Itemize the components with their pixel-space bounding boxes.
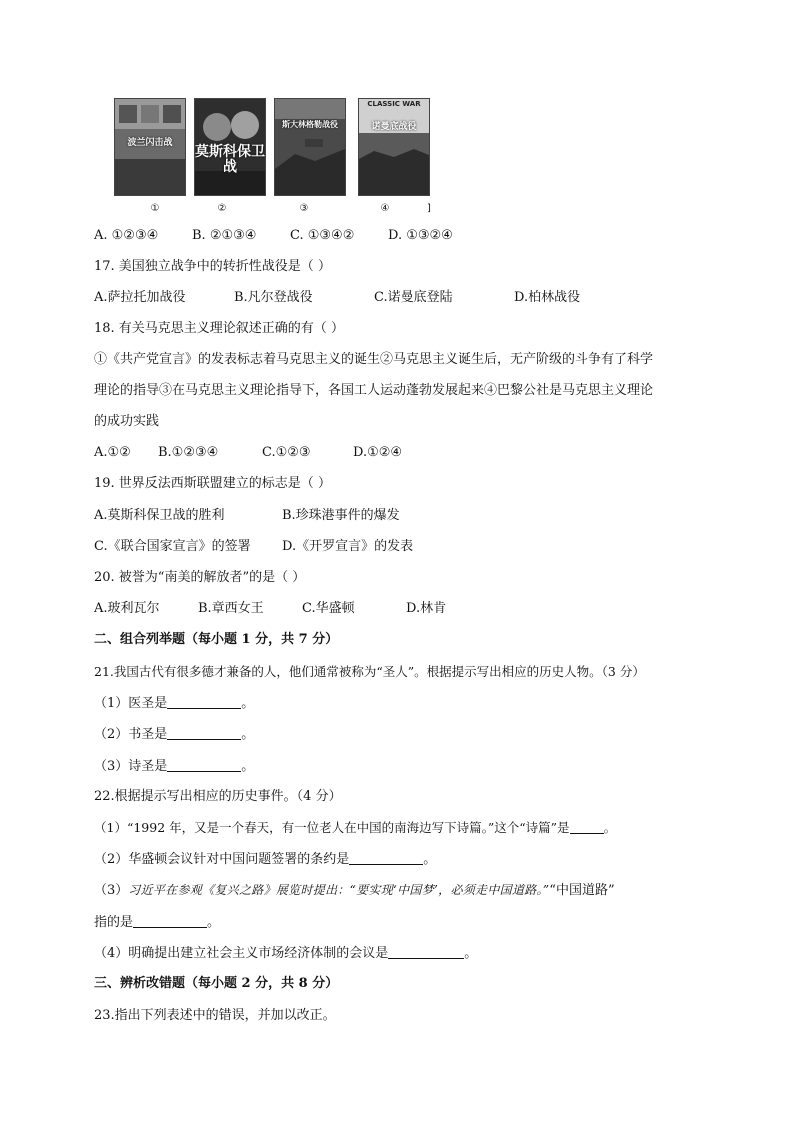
cover-1-title: 波兰闪击战 [127,138,173,148]
q19-option-d: D.《开罗宣言》的发表 [282,539,414,554]
q22-item-3-cont [94,913,220,932]
q19-option-a: A.莫斯科保卫战的胜利 [94,508,225,523]
q22-item-2-end: 。 [423,852,437,867]
q20-option-c: C.华盛顿 [302,601,355,616]
cover-caption-2: ② [217,203,227,214]
q21-answer-blank-3[interactable] [167,757,241,772]
q22-answer-blank-3[interactable] [133,913,207,928]
q22-item-4 [94,944,477,963]
q22-item-4-end: 。 [464,946,478,961]
q21-item-3-end: 。 [241,759,255,774]
q18-option-c: C.①②③ [262,445,311,460]
q22-item-3-num: （3） [94,883,129,898]
q23-stem: 23.指出下列表述中的错误，并加以改正。 [94,1008,336,1023]
cover-4-tag: CLASSIC WAR [367,100,421,108]
q20-option-d: D.林肯 [406,601,447,616]
q21-answer-blank-2[interactable] [167,725,241,740]
cover-caption-3: ③ [299,203,309,214]
q18-option-a: A.①② [94,445,131,460]
q22-item-3-quote: 习近平在参观《复兴之路》展览时提出：“要实现‘中国梦’，必须走中国道路。” [128,883,550,897]
q22-item-3-label: 指的是 [94,915,134,930]
section-3-heading: 三、辨析改错题（每小题 2 分，共 8 分） [94,976,339,991]
q22-item-1 [94,819,616,837]
q17-option-b: B.凡尔登战役 [234,290,313,305]
stray-mark: ] [427,203,431,214]
q21-item-2 [94,725,254,744]
section-2-heading: 二、组合列举题（每小题 1 分，共 7 分） [94,632,339,647]
q19-stem: 19. 世界反法西斯联盟建立的标志是（ ） [94,476,331,491]
q22-answer-blank-4[interactable] [388,944,464,959]
cover-1-image [114,98,186,196]
book-covers [114,98,444,218]
q16-option-d: D. ①③②④ [388,228,453,243]
cover-3-title: 斯大林格勒战役 [282,120,338,129]
q20-option-a: A.玻利瓦尔 [94,601,160,616]
q17-option-c: C.诺曼底登陆 [374,290,453,305]
q22-answer-blank-1[interactable] [570,819,604,834]
q19-option-b: B.珍珠港事件的爆发 [282,508,400,523]
cover-2-image [194,98,266,196]
q18-option-d: D.①②④ [353,445,403,460]
q21-answer-blank-1[interactable] [167,694,241,709]
q16-option-c: C. ①③④② [290,228,355,243]
q17-option-d: D.柏林战役 [514,290,581,305]
q22-item-3 [94,881,615,900]
q21-item-3-label: （3）诗圣是 [94,759,168,774]
q18-body-line-2: 理论的指导③在马克思主义理论指导下，各国工人运动蓬勃发展起来④巴黎公社是马克思主义理论 [94,383,654,398]
q21-item-3 [94,757,254,776]
q16-option-a: A. ①②③④ [94,228,159,243]
cover-caption-4: ④ [380,203,390,214]
q19-option-c: C.《联合国家宣言》的签署 [94,539,251,554]
q20-option-b: B.章西女王 [198,601,264,616]
q22-item-1-end: 。 [603,820,617,835]
q18-body-line-1: ①《共产党宣言》的发表标志着马克思主义的诞生②马克思主义诞生后，无产阶级的斗争有了科学 [94,352,654,367]
q22-item-2-label: （2）华盛顿会议针对中国问题签署的条约是 [94,852,350,867]
q21-item-1 [94,694,254,713]
q22-item-2 [94,850,436,869]
q18-body-line-3: 的成功实践 [94,414,160,429]
q21-item-1-label: （1）医圣是 [94,696,168,711]
cover-3-image [274,98,346,196]
q17-option-a: A.萨拉托加战役 [94,290,186,305]
cover-caption-1: ① [150,203,160,214]
q22-answer-blank-2[interactable] [349,850,423,865]
q22-item-3-term: “中国道路” [549,883,615,898]
q22-item-3-end: 。 [207,915,221,930]
q21-stem: 21.我国古代有很多德才兼备的人，他们通常被称为“圣人”。根据提示写出相应的历史人物。（3 分） [94,664,645,679]
q20-stem: 20. 被誉为“南美的解放者”的是（ ） [94,570,306,585]
cover-2-title: 莫斯科保卫战 [195,144,265,175]
q22-item-1-label: （1）“1992 年，又是一个春天，有一位老人在中国的南海边写下诗篇。”这个“诗篇”是 [94,820,570,835]
q17-stem: 17. 美国独立战争中的转折性战役是（ ） [94,259,331,274]
q21-item-1-end: 。 [241,696,255,711]
q18-option-b: B.①②③④ [158,445,219,460]
q18-stem: 18. 有关马克思主义理论叙述正确的有（ ） [94,321,344,336]
cover-4-title: 诺曼底战役 [371,122,417,132]
q21-item-2-end: 。 [241,727,255,742]
q16-option-b: B. ②①③④ [192,228,257,243]
q21-item-2-label: （2）书圣是 [94,727,168,742]
cover-4-image [358,98,430,196]
q22-stem: 22.根据提示写出相应的历史事件。（4 分） [94,789,342,804]
q22-item-4-label: （4）明确提出建立社会主义市场经济体制的会议是 [94,946,389,961]
